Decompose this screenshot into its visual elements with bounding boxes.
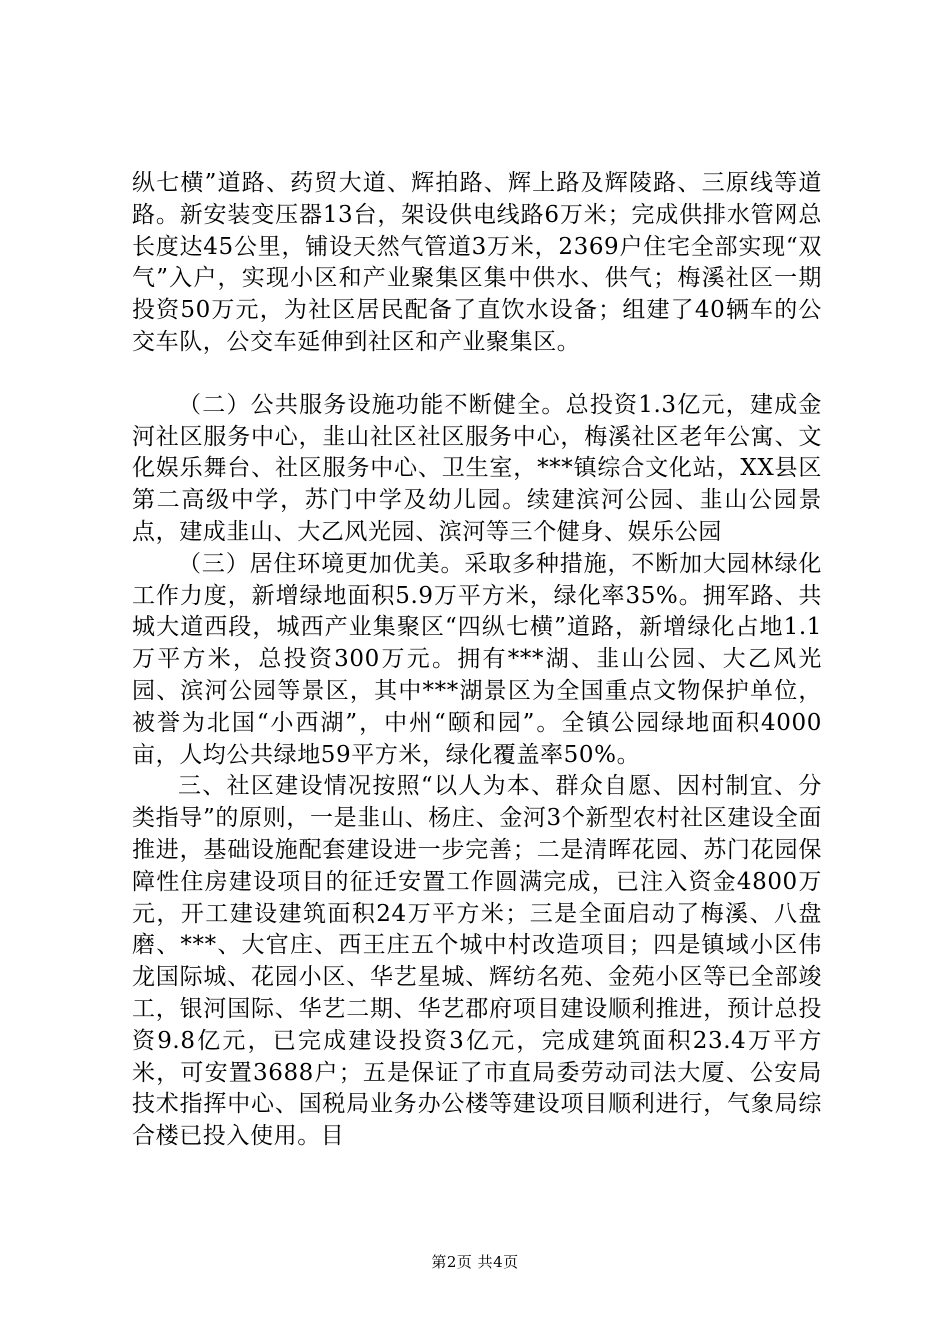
page-number-footer: 第2页 共4页 [431,1253,519,1271]
paragraph-community-construction: 三、社区建设情况按照“以人为本、群众自愿、因村制宜、分类指导”的原则，一是韭山、杨庄、金河3个新型农村社区建设全面推进，基础设施配套建设进一步完善；二是清晖花园、苏门花园保障性住房建设项目的征迁安置工作圆满完成，已注入资金4800万元，开工建设建筑面积24万平方米；三是全面启动了梅溪、八盘磨、***、大官庄、西王庄五个城中村改造项目；四是镇域小区伟龙国际城、花园小区、华艺星城、辉纺名苑、金苑小区等已全部竣工，银河国际、华艺二期、华艺郡府项目建设顺利推进，预计总投资9.8亿元，已完成建设投资3亿元，完成建筑面积23.4万平方米，可安置3688户；五是保证了市直局委劳动司法大厦、公安局技术指挥中心、国税局业务办公楼等建设项目顺利进行，气象局综合楼已投入使用。目 [132,773,822,1150]
document-body [132,168,822,1153]
paragraph-infrastructure-continued: 纵七横”道路、药贸大道、辉拍路、辉上路及辉陵路、三原线等道路。新安装变压器13台，架设供电线路6万米；完成供排水管网总长度达45公里，铺设天然气管道3万米，2369户住宅全部实现“双气”入户，实现小区和产业聚集区集中供水、供气；梅溪社区一期投资50万元，为社区居民配备了直饮水设备；组建了40辆车的公交车队，公交车延伸到社区和产业聚集区。 [132,170,822,355]
paragraph-living-environment: （三）居住环境更加优美。采取多种措施，不断加大园林绿化工作力度，新增绿地面积5.9万平方米，绿化率35%。拥军路、共城大道西段，城西产业集聚区“四纵七横”道路，新增绿化占地1.1万平方米，总投资300万元。拥有***湖、韭山公园、大乙风光园、滨河公园等景区，其中***湖景区为全国重点文物保护单位，被誉为北国“小西湖”，中州“颐和园”。全镇公园绿地面积4000亩，人均公共绿地59平方米，绿化覆盖率50%。 [132,550,822,768]
paragraph-public-services: （二）公共服务设施功能不断健全。总投资1.3亿元，建成金河社区服务中心，韭山社区社区服务中心，梅溪社区老年公寓、文化娱乐舞台、社区服务中心、卫生室，***镇综合文化站，XX县区第二高级中学，苏门中学及幼儿园。续建滨河公园、韭山公园景点，建成韭山、大乙风光园、滨河等三个健身、娱乐公园 [132,391,822,545]
